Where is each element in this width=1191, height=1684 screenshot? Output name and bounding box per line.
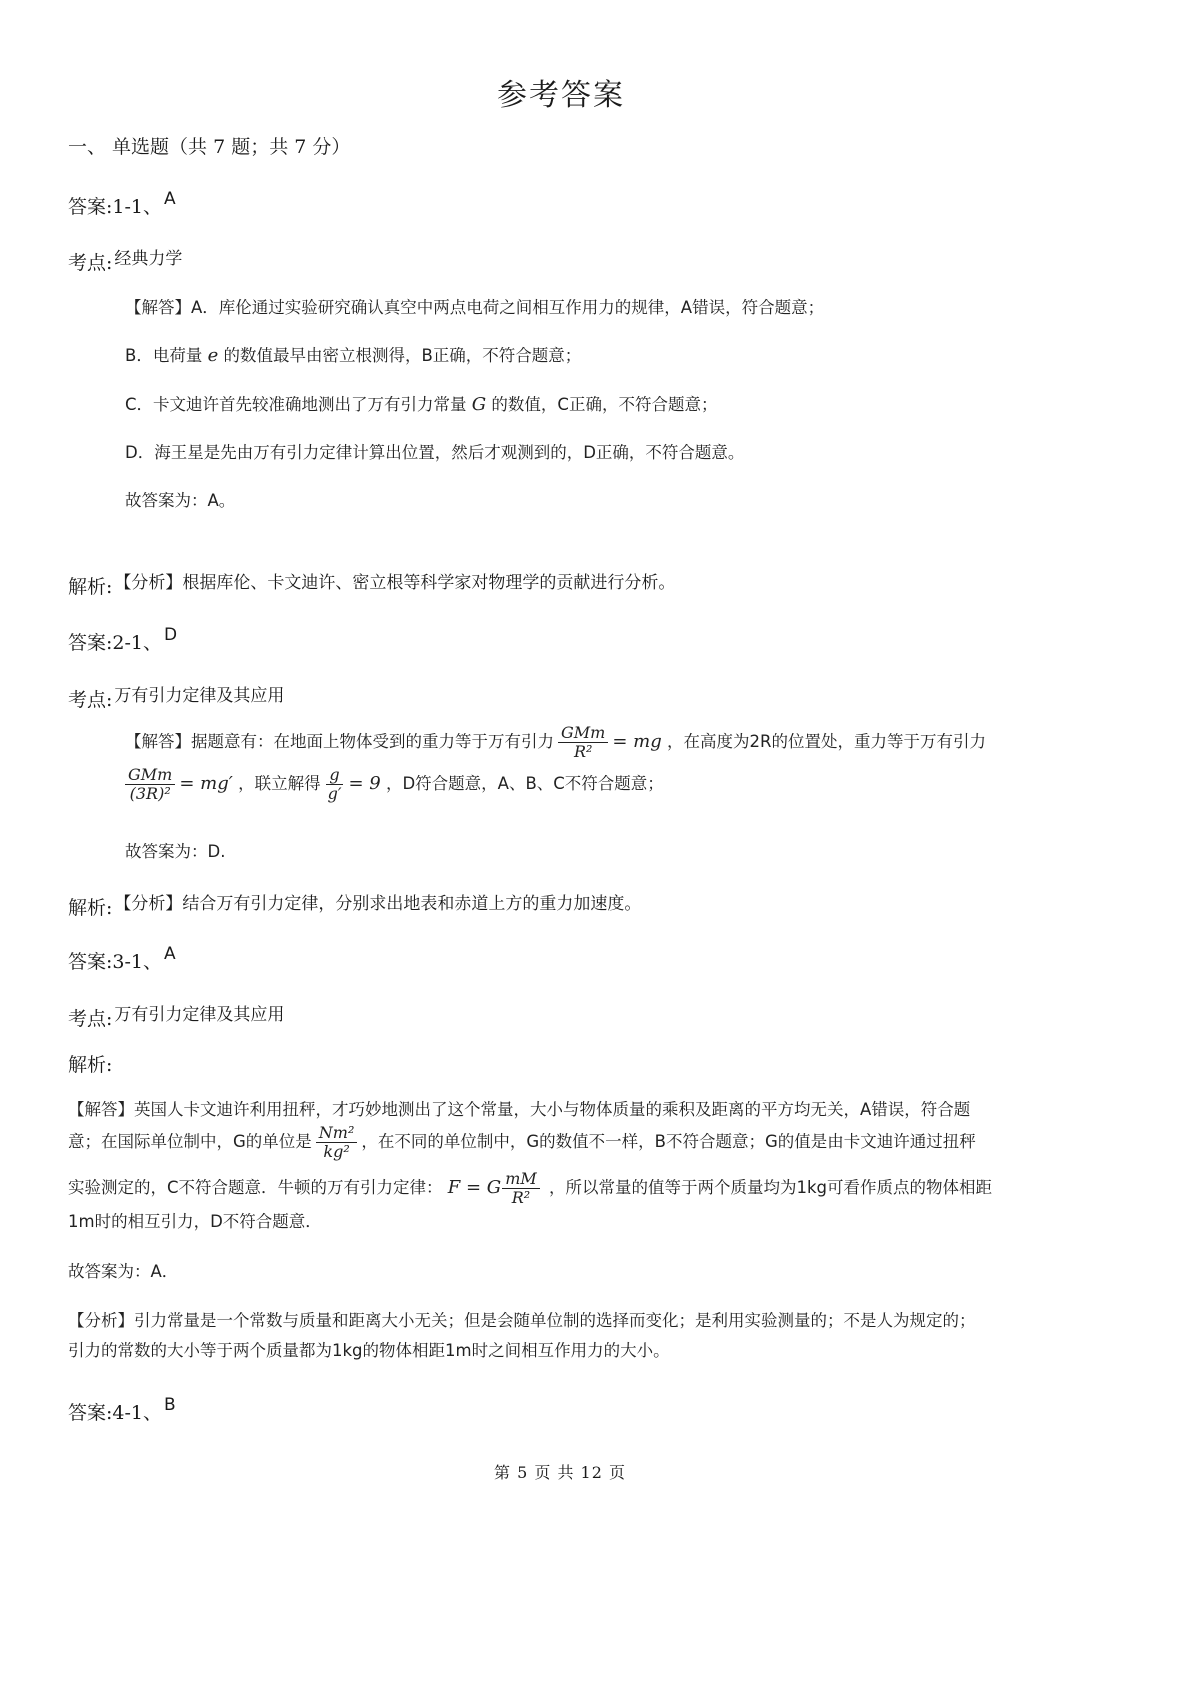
q3-solution-line: 故答案为：A．: [68, 1262, 179, 1281]
math-var: G: [471, 394, 487, 415]
q3-solution-line: 1m时的相互引力，D不符合题意．: [68, 1212, 322, 1231]
q1-answer: [68, 189, 176, 219]
fraction: [316, 1124, 358, 1161]
jiexi-label: 解析:: [68, 576, 113, 598]
text: 意；在国际单位制中，G的单位是: [68, 1132, 312, 1151]
answer-label: 答案:: [68, 632, 113, 654]
q1-solution-line: 【解答】A．库伦通过实验研究确认真空中两点电荷之间相互作用力的规律，A错误，符合题意；: [125, 298, 825, 317]
fraction: [558, 724, 608, 761]
q4-answer: [68, 1395, 176, 1425]
text: 【解答】据题意有：在地面上物体受到的重力等于万有引力: [125, 732, 554, 751]
q2-solution-line: 故答案为：D.: [125, 842, 226, 861]
text: ，在不同的单位制中，G的数值不一样，B不符合题意；G的值是由卡文迪许通过扭秤: [361, 1132, 976, 1151]
q3-analysis-line: 【分析】引力常量是一个常数与质量和距离大小无关；但是会随单位制的选择而变化；是利用实验测量的；不是人为规定的；: [68, 1311, 976, 1330]
answer-number: 1-1、: [112, 196, 163, 218]
section-heading: 一、 单选题（共 7 题；共 7 分）: [68, 136, 351, 158]
text: 的数值，C正确，不符合题意；: [491, 395, 718, 414]
text: 实验测定的，C不符合题意．牛顿的万有引力定律：: [68, 1178, 443, 1197]
numerator: GMm: [558, 724, 608, 743]
answer-letter: D: [164, 625, 178, 645]
math-expr: F = G: [447, 1177, 502, 1198]
denominator: kg²: [323, 1142, 350, 1161]
text: ，联立解得: [238, 774, 321, 793]
q3-solution-line: [68, 1124, 976, 1161]
fraction: [125, 766, 175, 803]
q2-solution-line: [125, 724, 986, 761]
math-var: e: [207, 345, 219, 366]
q1-solution-line: 故答案为：A。: [125, 491, 236, 510]
text: 的数值最早由密立根测得，B正确，不符合题意；: [223, 346, 582, 365]
q1-solution-line: [125, 344, 581, 368]
kaodian-label: 考点:: [68, 689, 113, 711]
q1-topic: [68, 248, 182, 275]
fraction: [502, 1170, 540, 1207]
q3-jiexi-label: 解析:: [68, 1054, 113, 1076]
topic-value: 万有引力定律及其应用: [114, 1005, 285, 1025]
answer-number: 3-1、: [112, 951, 163, 973]
denominator: (3R)²: [129, 784, 171, 803]
text: ，D符合题意，A、B、C不符合题意；: [385, 774, 664, 793]
analysis-text: 【分析】结合万有引力定律，分别求出地表和赤道上方的重力加速度。: [114, 894, 642, 914]
q2-analysis: [68, 893, 641, 920]
text: ，在高度为2R的位置处，重力等于万有引力: [667, 732, 986, 751]
text: C．卡文迪许首先较准确地测出了万有引力常量: [125, 395, 467, 414]
answer-number: 2-1、: [112, 632, 163, 654]
q3-solution-line: [68, 1170, 992, 1207]
topic-value: 经典力学: [114, 249, 183, 269]
jiexi-label: 解析:: [68, 897, 113, 919]
kaodian-label: 考点:: [68, 1008, 113, 1030]
answer-number: 4-1、: [112, 1402, 163, 1424]
q1-solution-line: D．海王星是先由万有引力定律计算出位置，然后才观测到的，D正确，不符合题意。: [125, 443, 745, 462]
answer-label: 答案:: [68, 196, 113, 218]
answer-letter: A: [164, 189, 176, 209]
q1-analysis: [68, 572, 675, 599]
q3-topic: [68, 1004, 284, 1031]
q2-solution-line: [125, 766, 664, 803]
numerator: GMm: [125, 766, 175, 785]
numerator: g: [326, 766, 342, 785]
page-footer: 第 5 页 共 12 页: [494, 1463, 626, 1482]
denominator: g′: [327, 784, 342, 803]
answer-letter: A: [164, 944, 176, 964]
q2-answer: [68, 625, 178, 655]
numerator: mM: [502, 1170, 540, 1189]
q1-solution-line: [125, 393, 717, 417]
page-title: 参考答案: [497, 78, 625, 113]
math-expr: = mg: [612, 731, 662, 752]
numerator: Nm²: [316, 1124, 358, 1143]
answer-letter: B: [164, 1395, 176, 1415]
q3-answer: [68, 944, 176, 974]
denominator: R²: [511, 1188, 531, 1207]
q2-topic: [68, 685, 284, 712]
answer-label: 答案:: [68, 1402, 113, 1424]
q3-analysis-line: 引力的常数的大小等于两个质量都为1kg的物体相距1m时之间相互作用力的大小。: [68, 1341, 670, 1360]
text: ，所以常量的值等于两个质量均为1kg可看作质点的物体相距: [549, 1178, 993, 1197]
fraction: [325, 766, 345, 803]
math-expr: = mg′: [179, 773, 233, 794]
topic-value: 万有引力定律及其应用: [114, 686, 285, 706]
math-expr: = 9: [348, 773, 381, 794]
text: B．电荷量: [125, 346, 203, 365]
kaodian-label: 考点:: [68, 252, 113, 274]
denominator: R²: [573, 742, 593, 761]
q3-solution-line: 【解答】英国人卡文迪许利用扭秤，才巧妙地测出了这个常量，大小与物体质量的乘积及距离的平方均无关，A错误，符合题: [68, 1100, 971, 1119]
analysis-text: 【分析】根据库伦、卡文迪许、密立根等科学家对物理学的贡献进行分析。: [114, 573, 676, 593]
answer-label: 答案:: [68, 951, 113, 973]
